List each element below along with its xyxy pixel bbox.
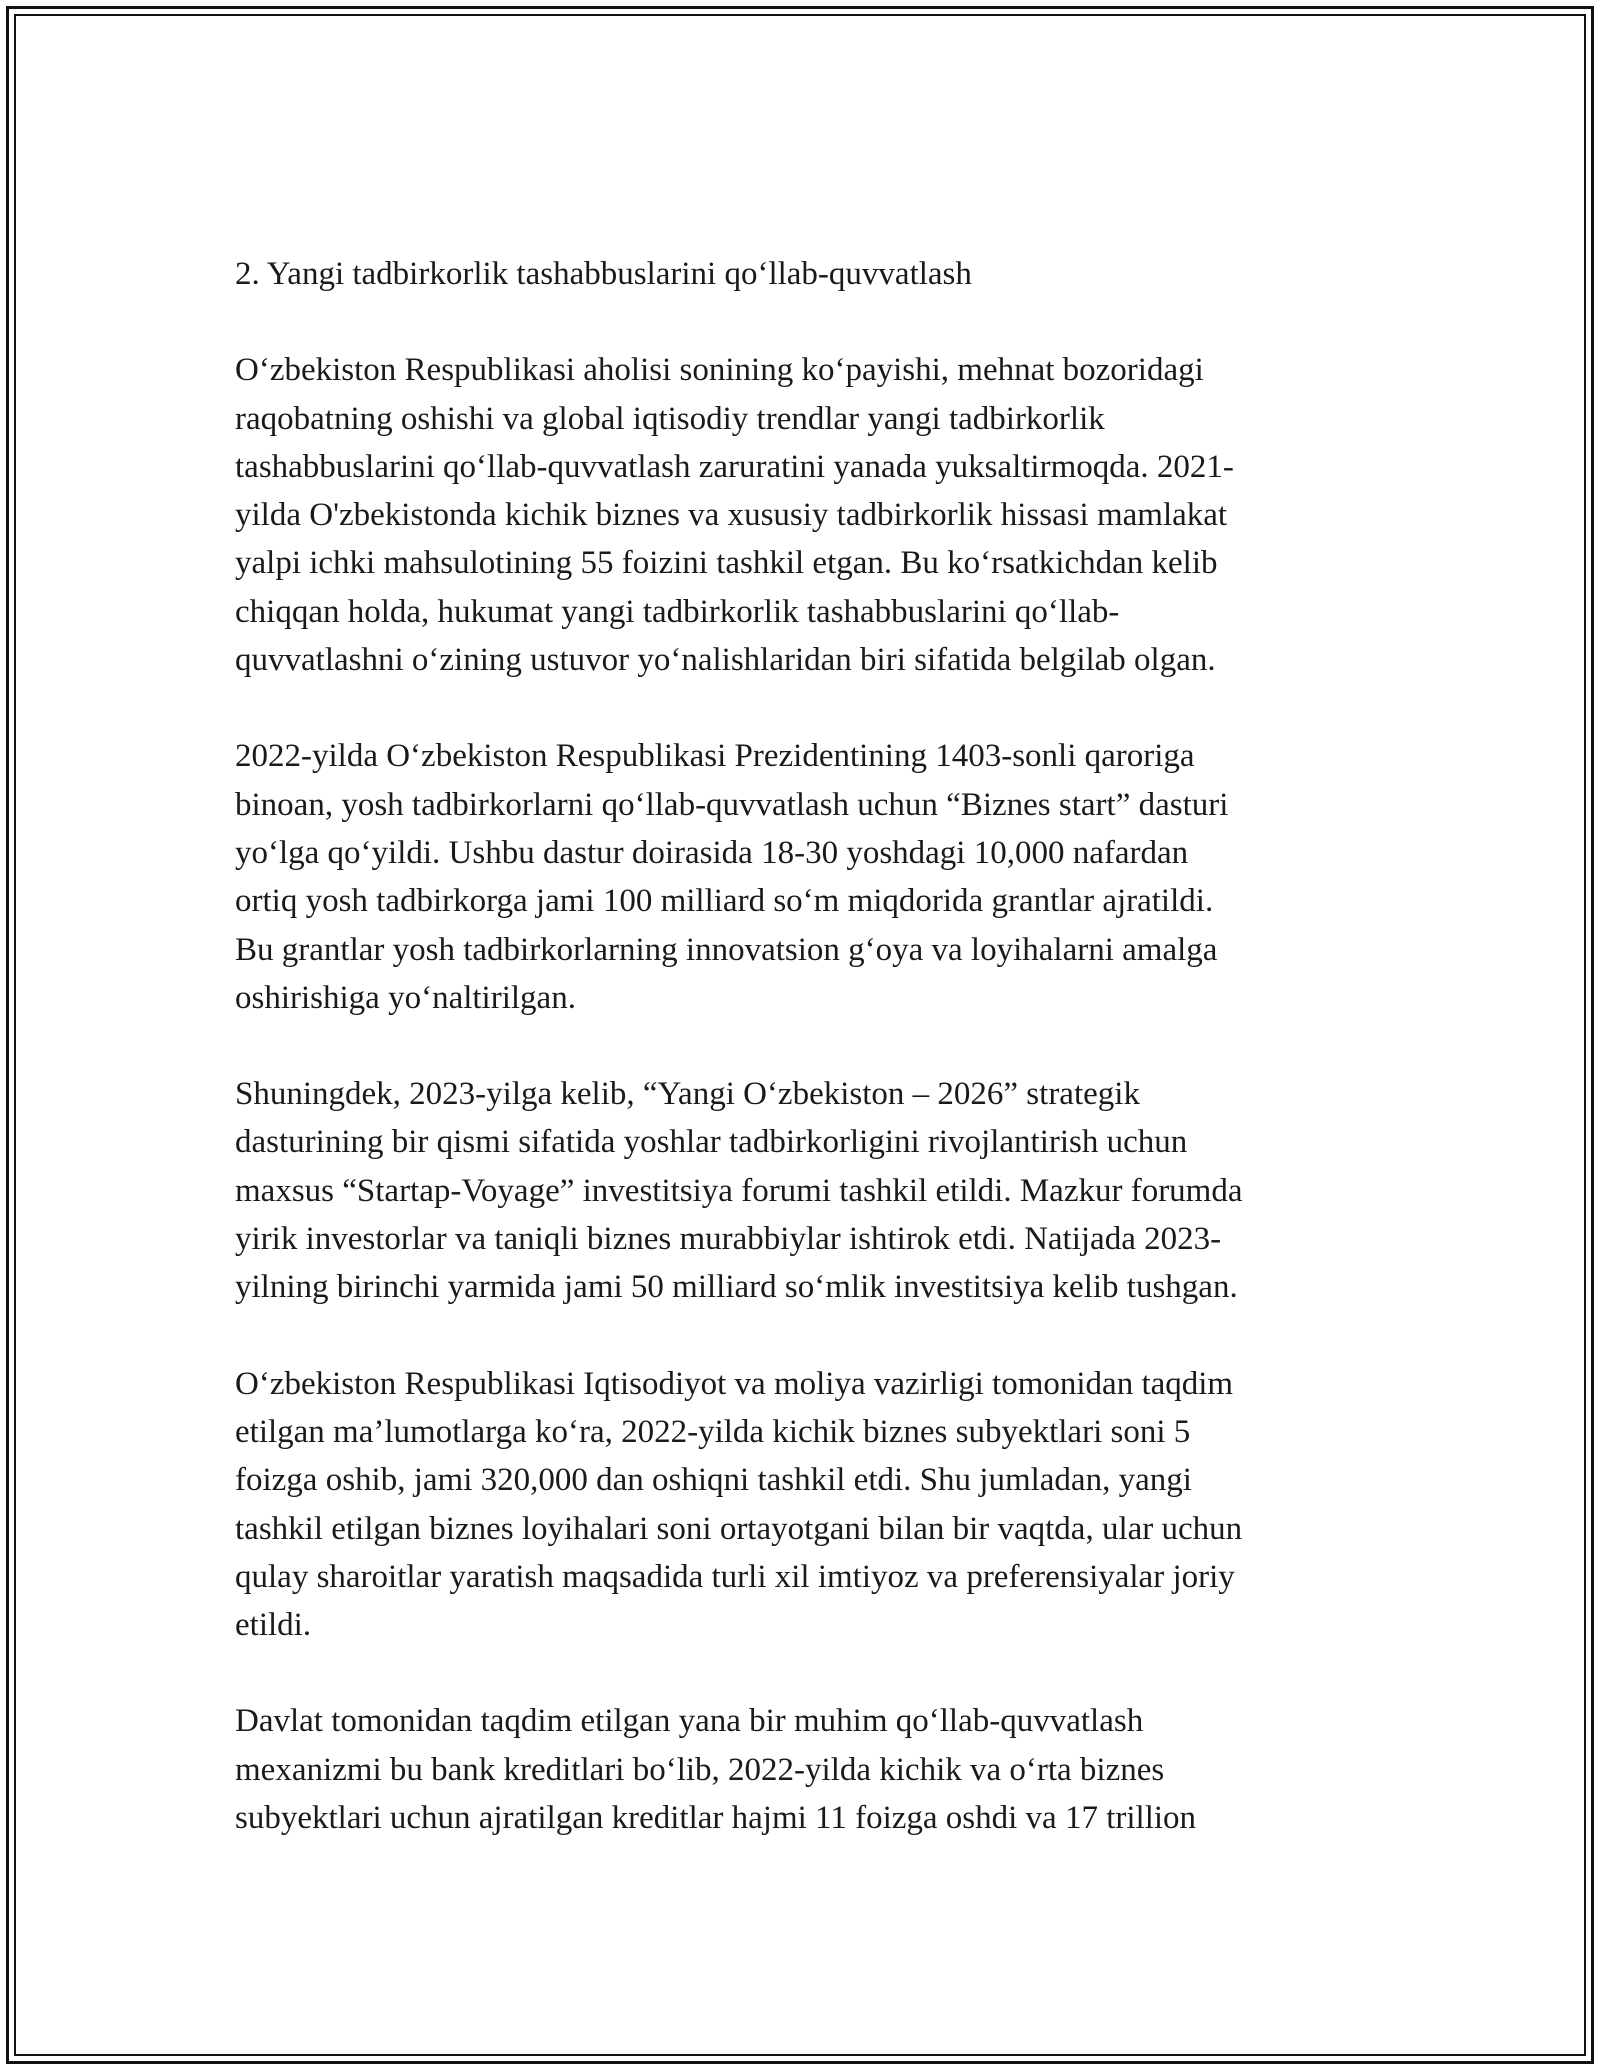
paragraph-1: [235, 346, 1375, 684]
paragraph-line: etildi.: [235, 1607, 312, 1644]
paragraph-line: O‘zbekiston Respublikasi aholisi sonining ko‘payishi, mehnat bozoridagi: [235, 352, 1204, 389]
paragraph-4: [235, 1360, 1375, 1650]
paragraph-line: yilning birinchi yarmida jami 50 milliard so‘mlik investitsiya kelib tushgan.: [235, 1269, 1238, 1306]
paragraph-line: Shuningdek, 2023-yilga kelib, “Yangi O‘zbekiston – 2026” strategik: [235, 1076, 1140, 1113]
paragraph-line: subyektlari uchun ajratilgan kreditlar hajmi 11 foizga oshdi va 17 trillion: [235, 1800, 1197, 1837]
paragraph-line: yilda O'zbekistonda kichik biznes va xususiy tadbirkorlik hissasi mamlakat: [235, 497, 1228, 534]
paragraph-line: Davlat tomonidan taqdim etilgan yana bir muhim qo‘llab-quvvatlash: [235, 1703, 1144, 1740]
paragraph-line: qulay sharoitlar yaratish maqsadida turli xil imtiyoz va preferensiyalar joriy: [235, 1558, 1235, 1595]
paragraph-2: [235, 732, 1375, 1022]
paragraph-line: chiqqan holda, hukumat yangi tadbirkorlik tashabbuslarini qo‘llab-: [235, 593, 1120, 630]
paragraph-line: 2022-yilda O‘zbekiston Respublikasi Prezidentining 1403-sonli qaroriga: [235, 738, 1195, 775]
paragraph-line: ortiq yosh tadbirkorga jami 100 milliard so‘m miqdorida grantlar ajratildi.: [235, 883, 1214, 920]
paragraph-line: maxsus “Startap-Voyage” investitsiya forumi tashkil etildi. Mazkur forumda: [235, 1172, 1243, 1209]
document-body: [235, 250, 1375, 1890]
paragraph-5: [235, 1697, 1375, 1842]
paragraph-line: yirik investorlar va taniqli biznes murabbiylar ishtirok etdi. Natijada 2023-: [235, 1221, 1222, 1258]
paragraph-line: tashabbuslarini qo‘llab-quvvatlash zaruratini yanada yuksaltirmoqda. 2021-: [235, 448, 1234, 485]
paragraph-line: quvvatlashni o‘zining ustuvor yo‘nalishlaridan biri sifatida belgilab olgan.: [235, 642, 1216, 679]
paragraph-3: [235, 1070, 1375, 1311]
section-heading: 2. Yangi tadbirkorlik tashabbuslarini qo‘llab-quvvatlash: [235, 256, 972, 292]
paragraph-line: dasturining bir qismi sifatida yoshlar tadbirkorligini rivojlantirish uchun: [235, 1124, 1188, 1161]
paragraph-line: oshirishiga yo‘naltirilgan.: [235, 979, 576, 1016]
paragraph-line: etilgan ma’lumotlarga ko‘ra, 2022-yilda kichik biznes subyektlari soni 5: [235, 1413, 1191, 1450]
paragraph-line: mexanizmi bu bank kreditlari bo‘lib, 2022-yilda kichik va o‘rta biznes: [235, 1751, 1165, 1788]
paragraph-line: O‘zbekiston Respublikasi Iqtisodiyot va moliya vazirligi tomonidan taqdim: [235, 1365, 1234, 1402]
paragraph-line: tashkil etilgan biznes loyihalari soni ortayotgani bilan bir vaqtda, ular uchun: [235, 1510, 1243, 1547]
paragraph-line: raqobatning oshishi va global iqtisodiy trendlar yangi tadbirkorlik: [235, 400, 1105, 437]
paragraph-line: yo‘lga qo‘yildi. Ushbu dastur doirasida 18-30 yoshdagi 10,000 nafardan: [235, 834, 1189, 871]
paragraph-list: [235, 346, 1375, 1842]
paragraph-line: binoan, yosh tadbirkorlarni qo‘llab-quvvatlash uchun “Biznes start” dasturi: [235, 786, 1229, 823]
paragraph-line: Bu grantlar yosh tadbirkorlarning innovatsion g‘oya va loyihalarni amalga: [235, 931, 1218, 968]
paragraph-line: foizga oshib, jami 320,000 dan oshiqni tashkil etdi. Shu jumladan, yangi: [235, 1462, 1192, 1499]
paragraph-line: yalpi ichki mahsulotining 55 foizini tashkil etgan. Bu ko‘rsatkichdan kelib: [235, 545, 1218, 582]
